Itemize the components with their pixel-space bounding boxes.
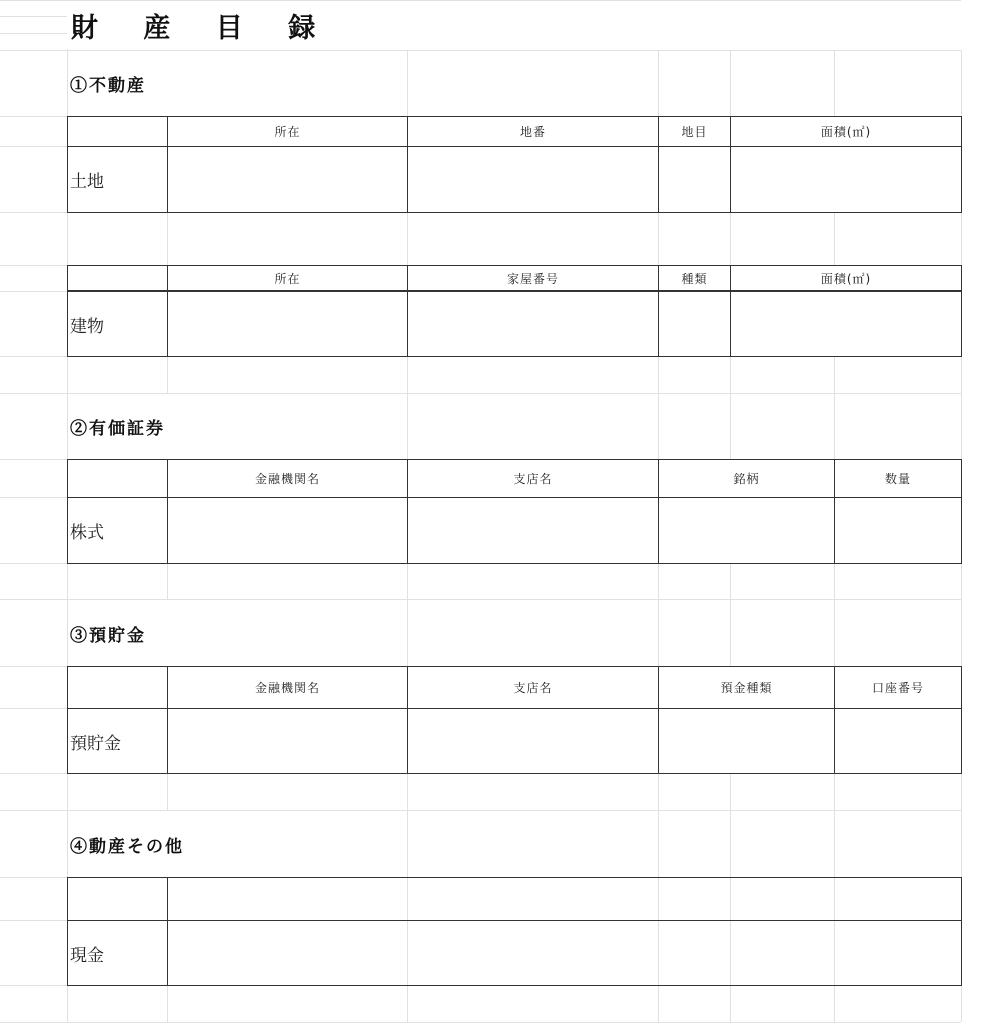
movables-row-label[interactable]: 現金 xyxy=(67,920,168,986)
securities-quantity-input[interactable] xyxy=(834,497,962,564)
securities-header-quantity[interactable]: 数量 xyxy=(834,459,962,498)
building-header-location[interactable]: 所在 xyxy=(167,265,408,292)
securities-header-issue-name[interactable]: 銘柄 xyxy=(658,459,835,498)
land-header-location[interactable]: 所在 xyxy=(167,116,408,147)
section-heading-deposits[interactable]: ③預貯金 xyxy=(68,600,407,666)
deposits-header-account-number[interactable]: 口座番号 xyxy=(834,666,962,709)
building-type-input[interactable] xyxy=(658,290,731,357)
securities-header-blank[interactable] xyxy=(67,459,168,498)
deposits-header-branch[interactable]: 支店名 xyxy=(407,666,659,709)
securities-header-institution[interactable]: 金融機関名 xyxy=(167,459,408,498)
land-area-input[interactable] xyxy=(730,146,962,213)
land-location-input[interactable] xyxy=(167,146,408,213)
building-header-type[interactable]: 種類 xyxy=(658,265,731,292)
securities-row-label[interactable]: 株式 xyxy=(67,497,168,564)
gridline-horizontal xyxy=(0,33,67,34)
building-header-blank[interactable] xyxy=(67,265,168,292)
deposits-account-number-input[interactable] xyxy=(834,708,962,774)
building-header-area[interactable]: 面積(㎡) xyxy=(730,265,962,292)
deposits-header-deposit-type[interactable]: 預金種類 xyxy=(658,666,835,709)
deposits-header-institution[interactable]: 金融機関名 xyxy=(167,666,408,709)
building-area-input[interactable] xyxy=(730,290,962,357)
building-house-number-input[interactable] xyxy=(407,290,659,357)
deposits-row-label[interactable]: 預貯金 xyxy=(67,708,168,774)
movables-header-blank[interactable] xyxy=(67,877,168,921)
building-header-house-number[interactable]: 家屋番号 xyxy=(407,265,659,292)
deposits-institution-input[interactable] xyxy=(167,708,408,774)
building-location-input[interactable] xyxy=(167,290,408,357)
securities-institution-input[interactable] xyxy=(167,497,408,564)
land-header-area[interactable]: 面積(㎡) xyxy=(730,116,962,147)
gridline-horizontal xyxy=(0,1022,961,1023)
land-header-blank[interactable] xyxy=(67,116,168,147)
deposits-header-blank[interactable] xyxy=(67,666,168,709)
section-heading-real-estate[interactable]: ①不動産 xyxy=(68,51,407,116)
section-heading-movables[interactable]: ④動産その他 xyxy=(68,811,407,877)
movables-header-span[interactable] xyxy=(167,877,962,921)
land-row-label[interactable]: 土地 xyxy=(67,146,168,213)
document-title[interactable]: 財 産 目 録 xyxy=(67,1,567,49)
land-lot-number-input[interactable] xyxy=(407,146,659,213)
deposits-branch-input[interactable] xyxy=(407,708,659,774)
land-header-land-category[interactable]: 地目 xyxy=(658,116,731,147)
section-heading-securities[interactable]: ②有価証券 xyxy=(68,394,407,459)
movables-cash-input[interactable] xyxy=(167,920,962,986)
deposits-type-input[interactable] xyxy=(658,708,835,774)
securities-header-branch[interactable]: 支店名 xyxy=(407,459,659,498)
gridline-horizontal xyxy=(0,16,67,17)
securities-issue-name-input[interactable] xyxy=(658,497,835,564)
land-header-lot-number[interactable]: 地番 xyxy=(407,116,659,147)
securities-branch-input[interactable] xyxy=(407,497,659,564)
building-row-label[interactable]: 建物 xyxy=(67,290,168,357)
land-category-input[interactable] xyxy=(658,146,731,213)
